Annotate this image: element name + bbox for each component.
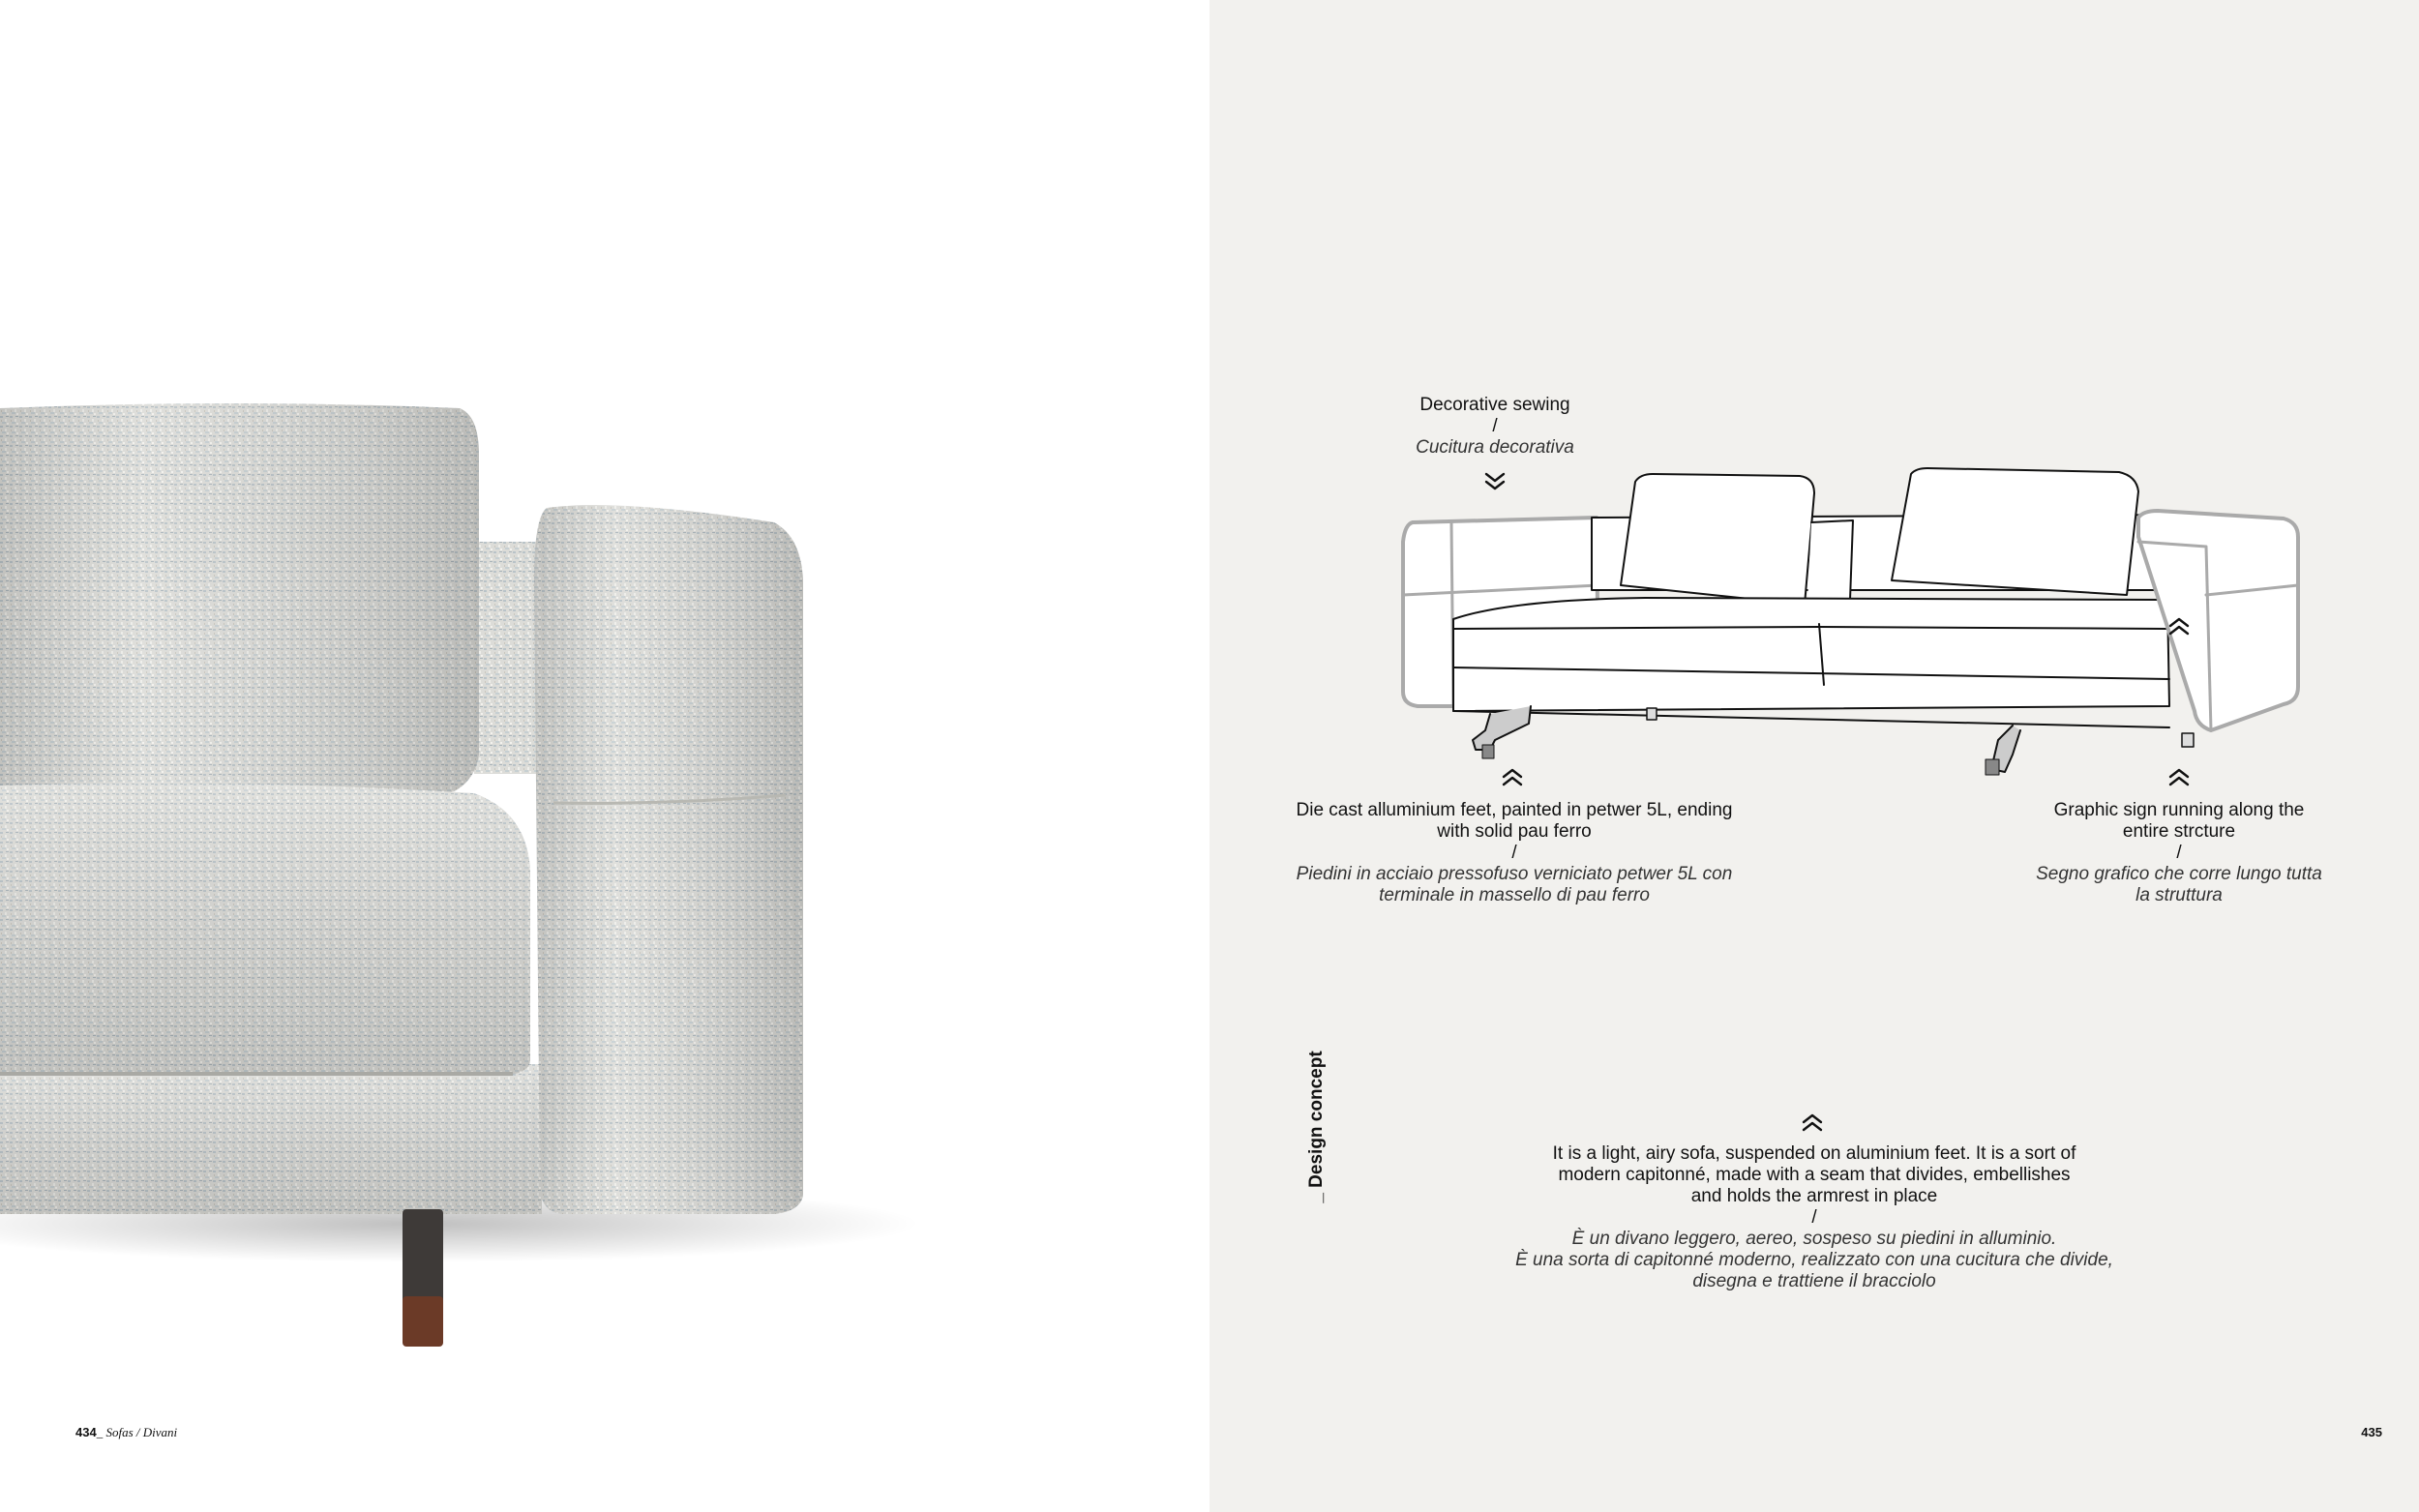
sofa-line-drawing xyxy=(1393,464,2303,793)
design-concept-label xyxy=(1302,1045,1331,1209)
page-folio-right xyxy=(2361,1425,2382,1439)
callout-en-line1: Graphic sign running along the xyxy=(2053,800,2305,820)
separator: / xyxy=(2176,843,2182,863)
section-title: _ Sofas / Divani xyxy=(96,1425,178,1439)
concept-it-line3: disegna e trattiene il bracciolo xyxy=(1692,1271,1936,1291)
page-number: 434 xyxy=(75,1425,97,1439)
concept-en-line2: modern capitonné, made with a seam that divides, embellishes xyxy=(1558,1165,2071,1185)
chevron-up-icon xyxy=(2167,767,2191,786)
separator: / xyxy=(1811,1207,1817,1228)
callout-en-line2: entire strcture xyxy=(2122,821,2236,842)
callout-it-line1: Segno grafico che corre lungo tutta xyxy=(2036,864,2322,884)
callout-it-line2: la struttura xyxy=(2135,885,2223,905)
separator: / xyxy=(1492,416,1498,436)
concept-en-line3: and holds the armrest in place xyxy=(1690,1186,1938,1206)
design-concept-text xyxy=(1427,1143,2201,1292)
callout-it: Cucitura decorativa xyxy=(1416,437,1574,458)
page-folio-left xyxy=(75,1425,177,1440)
callout-en-line2: with solid pau ferro xyxy=(1437,821,1592,842)
callout-it-line2: terminale in massello di pau ferro xyxy=(1379,885,1650,905)
chevron-up-icon xyxy=(1801,1112,1824,1132)
page-number: 435 xyxy=(2361,1425,2382,1439)
callout-it-line1: Piedini in acciaio pressofuso verniciato petwer 5L con xyxy=(1296,864,1733,884)
callout-graphic-sign xyxy=(1995,800,2363,906)
separator: / xyxy=(1511,843,1517,863)
chevron-up-icon xyxy=(2167,616,2191,636)
callout-feet xyxy=(1248,800,1780,906)
callout-decorative-sewing xyxy=(1350,395,1640,459)
concept-en-line1: It is a light, airy sofa, suspended on aluminium feet. It is a sort of xyxy=(1552,1143,2076,1164)
design-concept-title: _ Design concept xyxy=(1306,1051,1327,1203)
concept-it-line2: È una sorta di capitonné moderno, realizzato con una cucitura che divide, xyxy=(1515,1250,2113,1270)
callout-en: Decorative sewing xyxy=(1419,395,1570,415)
callout-en-line1: Die cast alluminium feet, painted in petwer 5L, ending xyxy=(1296,800,1733,820)
chevron-down-icon xyxy=(1483,472,1507,491)
concept-it-line1: È un divano leggero, aereo, sospeso su piedini in alluminio. xyxy=(1571,1229,2057,1249)
chevron-up-icon xyxy=(1501,767,1524,786)
